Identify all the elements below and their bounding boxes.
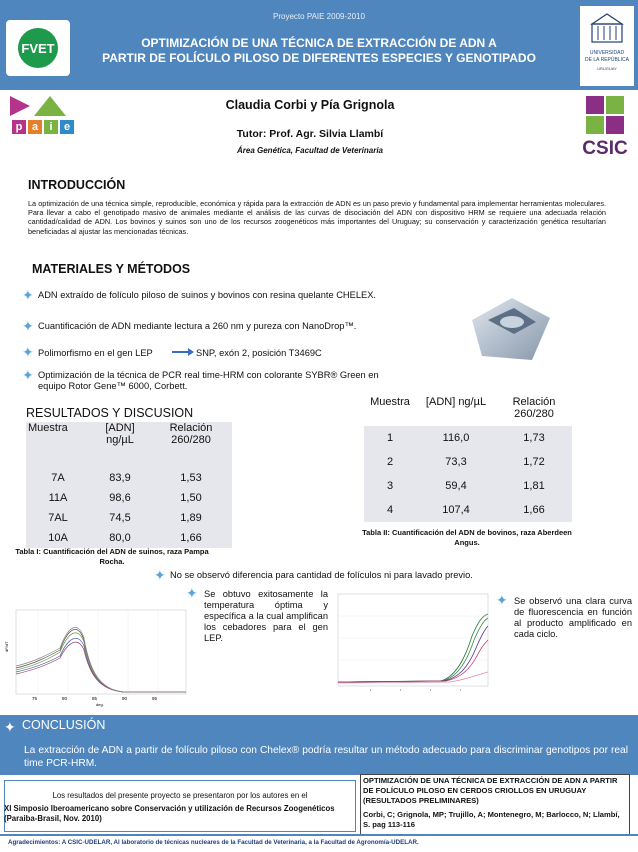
chart1-tick: 90 (122, 696, 128, 701)
nanodrop-image (462, 290, 554, 366)
arrow-right-icon (172, 347, 194, 357)
chart1-xlabel: deg. (96, 702, 104, 707)
star-icon: ✦ (22, 318, 34, 334)
intro-heading: INTRODUCCIÓN (28, 178, 126, 192)
result-note-3: Se observó una clara curva de fluorescencia en función al producto amplificado en cada ciclo. (514, 596, 632, 639)
csic-square-3 (586, 116, 604, 134)
method-bullet-3a: Polimorfismo en el gen LEP (38, 348, 153, 358)
authors: Claudia Corbi y Pía Grignola (225, 98, 395, 112)
area: Área Genética, Facultad de Veterinaria (237, 146, 383, 155)
title-line-1: OPTIMIZACIÓN DE UNA TÉCNICA DE EXTRACCIÓN DE ADN A (141, 36, 497, 50)
csic-logo (580, 96, 630, 162)
table1-header-ratio: Relación 260/280 (169, 422, 213, 446)
star-icon: ✦ (22, 344, 34, 360)
table2-cell: 1 (386, 432, 394, 444)
footer-left-line-1: Los resultados del presente proyecto se presentaron por los autores en el (52, 791, 308, 800)
table-bovinos (364, 396, 572, 522)
chart1-tick: 75 (32, 696, 38, 701)
table-row (26, 488, 232, 508)
table1-cell: 1,53 (180, 472, 202, 484)
result-note-2: Se obtuvo exitosamente la temperatura óptima y específica a la cual amplifican los cebadores para el gen LEP. (204, 589, 328, 643)
table1-cell: 98,6 (109, 492, 131, 504)
paie-letter-i: i (44, 120, 58, 134)
table2-cell: 3 (386, 480, 394, 492)
paie-logo-shapes (10, 96, 74, 116)
result-note-1: No se observó diferencia para cantidad de folículos ni para lavado previo. (170, 570, 473, 580)
table2-caption: Tabla II: Cuantificación del ADN de bovinos, raza Aberdeen Angus. (362, 528, 572, 547)
table2-cell: 2 (386, 456, 394, 468)
csic-text: CSIC (582, 138, 628, 159)
table1-caption: Tabla I: Cuantificación del ADN de suinos, raza Pampa Rocha. (15, 547, 209, 566)
udelar-logo (580, 6, 634, 86)
results-heading: RESULTADOS Y DISCUSION (26, 406, 194, 420)
acknowledgements: Agradecimientos: A CSIC-UDELAR, Al laboratorio de técnicas nucleares de la Facultad de Veterinaria, a la Facultad de Agronomía-UDELAR. (8, 839, 419, 846)
table1-cell: 7AL (48, 512, 68, 524)
fvet-logo-text: FVET (21, 41, 55, 56)
star-icon: ✦ (154, 567, 166, 583)
table1-header-muestra: Muestra (28, 422, 68, 434)
table1-cell: 1,89 (180, 512, 202, 524)
table-row (364, 474, 572, 498)
paie-logo (10, 96, 74, 138)
table2-cell: 1,66 (523, 504, 545, 516)
table-row (26, 528, 232, 548)
table2-header-muestra: Muestra (370, 396, 410, 408)
table2-cell: 1,81 (523, 480, 545, 492)
table2-cell: 4 (386, 504, 394, 516)
fvet-logo-circle (18, 28, 58, 68)
csic-square-1 (586, 96, 604, 114)
table2-cell: 1,72 (523, 456, 545, 468)
project-label: Proyecto PAIE 2009-2010 (273, 12, 365, 21)
csic-square-2 (606, 96, 624, 114)
table2-cell: 116,0 (442, 432, 470, 444)
udelar-line-3: URUGUAY (597, 66, 617, 71)
chart1-tick: 85 (92, 696, 98, 701)
table1-cell: 1,50 (180, 492, 202, 504)
amplification-chart (330, 592, 490, 696)
method-bullet-4: Optimización de la técnica de PCR real time-HRM con colorante SYBR® Green en equipo Rotor Gene™ 6000, Corbett. (38, 370, 379, 391)
chart1-tick: 95 (152, 696, 158, 701)
table2-header-adn: [ADN] ng/µL (425, 396, 487, 408)
chart2-tick-dot: • (430, 688, 432, 692)
table1-cell: 80,0 (109, 532, 131, 544)
reference-title: OPTIMIZACIÓN DE UNA TÉCNICA DE EXTRACCIÓN DE ADN A PARTIR DE FOLÍCULO PILOSO EN CERDOS CRIOLLOS EN URUGUAY (RESULTADOS PRELIMINARES) (363, 776, 618, 805)
star-icon: ✦ (22, 367, 34, 383)
conclusion-text: La extracción de ADN a partir de folículo piloso con Chelex® podría resultar un método adecuado para discriminar genotipos por real time PCR-HRM. (24, 745, 628, 769)
chart2-tick-dot: • (370, 688, 372, 692)
method-bullet-2: Cuantificación de ADN mediante lectura a 260 nm y pureza con NanoDrop™. (38, 321, 357, 331)
paie-letter-a: a (28, 120, 42, 134)
table-row (364, 450, 572, 474)
method-bullet-3b: SNP, exón 2, posición T3469C (196, 348, 322, 358)
paie-letter-e: e (60, 120, 74, 134)
chart1-tick: 80 (62, 696, 68, 701)
table-row (26, 508, 232, 528)
table2-header-ratio: Relación 260/280 (512, 396, 556, 420)
csic-square-4 (606, 116, 624, 134)
table-row (364, 426, 572, 450)
fvet-logo (6, 20, 70, 76)
table1-cell: 74,5 (109, 512, 131, 524)
footer-left-line-2: XI Simposio Iberoamericano sobre Conservación y utilización de Recursos Zoogenéticos (Paraiba-Brasil, Nov. 2010) (4, 804, 335, 823)
melt-curve-chart (4, 604, 190, 708)
tutor: Tutor: Prof. Agr. Silvia Llambí (236, 128, 384, 140)
star-icon: ✦ (496, 592, 508, 608)
table2-cell: 107,4 (442, 504, 470, 516)
paie-letter-p: p (12, 120, 26, 134)
udelar-line-2: DE LA REPÚBLICA (585, 57, 629, 63)
intro-text: La optimización de una técnica simple, reproducible, económica y rápida para la extracción de ADN es un paso previo y fundamental para implementar herramientas moleculares. Para llevar a cabo el genotipado masivo de animales mediante el análisis de las curvas de disociación del ADN con dispositivo HRM se requiere una adecuada relación cantidad/calidad de ADN. Los bovinos y suinos son uno de los recursos zoogenéticos más importantes del Uruguay; su conservación y caracterización genética resultarían beneficiadas al ajustar las mencionadas técnicas. (28, 199, 606, 236)
reference-authors: Corbi, C; Grignola, MP; Trujillo, A; Montenegro, M; Barlocco, N; Llambí, S. pag 113-116 (363, 810, 620, 829)
star-icon: ✦ (4, 719, 16, 735)
poster-title (80, 36, 558, 66)
building-icon (590, 10, 624, 44)
table2-cell: 1,73 (523, 432, 545, 444)
table1-cell: 1,66 (180, 532, 202, 544)
table1-cell: 10A (48, 532, 68, 544)
star-icon: ✦ (186, 585, 198, 601)
title-line-2: PARTIR DE FOLÍCULO PILOSO DE DIFERENTES ESPECIES Y GENOTIPADO (102, 51, 536, 65)
conclusion-heading: CONCLUSIÓN (22, 718, 106, 732)
chart2-tick-dot: • (400, 688, 402, 692)
table-row (364, 498, 572, 522)
chart1-ylabel: dF/dT (4, 641, 9, 652)
table2-cell: 59,4 (445, 480, 467, 492)
table1-header-adn: [ADN] ng/µL (105, 422, 135, 446)
table1-cell: 11A (48, 492, 68, 504)
table-suinos (26, 422, 232, 548)
table1-cell: 83,9 (109, 472, 131, 484)
udelar-line-1: UNIVERSIDAD (589, 50, 625, 56)
table1-cell: 7A (51, 472, 65, 484)
method-bullet-1: ADN extraído de folículo piloso de suinos y bovinos con resina quelante CHELEX. (38, 290, 376, 300)
table-row (26, 468, 232, 488)
methods-heading: MATERIALES Y MÉTODOS (32, 262, 191, 276)
star-icon: ✦ (22, 287, 34, 303)
table2-cell: 73,3 (445, 456, 467, 468)
chart2-tick-dot: • (460, 688, 462, 692)
